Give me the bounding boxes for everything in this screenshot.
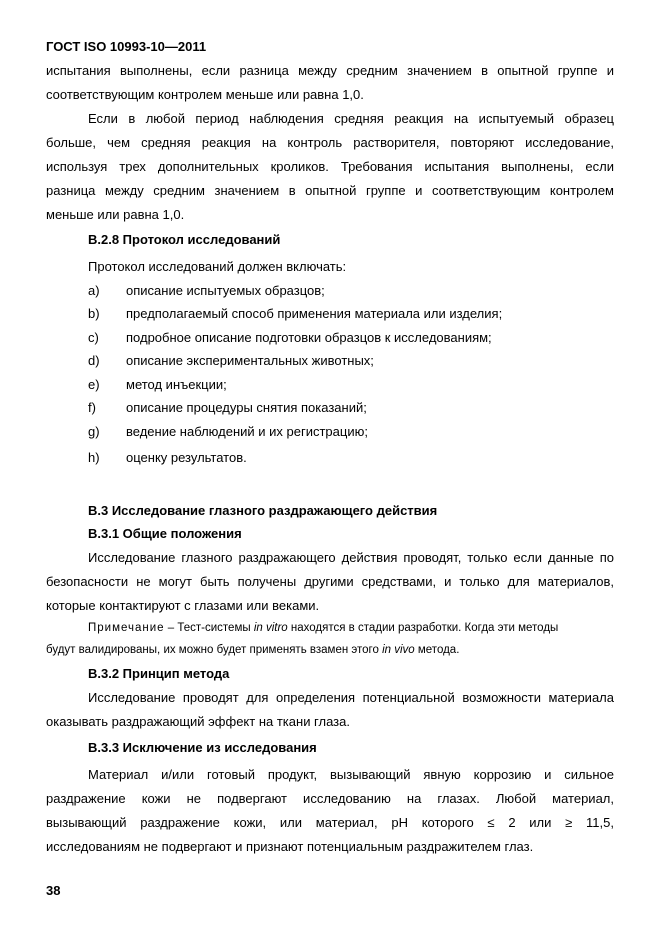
- b33-line-2: раздражение кожи не подвергают исследованию на глазах. Любой материал,: [46, 791, 614, 806]
- list-item-letter: е): [88, 377, 100, 392]
- note-rest-1: находятся в стадии разработки. Когда эти методы: [287, 622, 559, 634]
- section-b28-title: B.2.8 Протокол исследований: [88, 232, 281, 247]
- list-item-letter: b): [88, 306, 100, 321]
- list-item-text: ведение наблюдений и их регистрацию;: [126, 424, 368, 439]
- list-item-text: описание испытуемых образцов;: [126, 283, 325, 298]
- b33-line-3: вызывающий раздражение кожи, или материал, pH которого ≤ 2 или ≥ 11,5,: [46, 815, 614, 830]
- b31-line-3: которые контактируют с глазами или веками.: [46, 598, 320, 613]
- list-item-text: оценку результатов.: [126, 450, 247, 465]
- note-italic-1: in vitro: [253, 622, 288, 634]
- para1-line-2: соответствующим контролем меньше или равна 1,0.: [46, 87, 364, 102]
- note-dash: – Тест-системы: [164, 622, 254, 634]
- list-item-text: метод инъекции;: [126, 377, 227, 392]
- section-b33-title: B.3.3 Исключение из исследования: [88, 740, 317, 755]
- para2-line-4: разница между средним значением в опытной группе и соответствующим контролем: [46, 183, 614, 198]
- note-line-2b: метода.: [414, 644, 460, 656]
- section-b32-title: B.3.2 Принцип метода: [88, 666, 230, 681]
- standard-header: ГОСТ ISO 10993-10—2011: [46, 39, 207, 54]
- note-line-1: [88, 620, 558, 636]
- para2-line-5: меньше или равна 1,0.: [46, 207, 185, 222]
- b31-line-2: безопасности не могут быть получены другими средствами, и только для материалов,: [46, 574, 614, 589]
- section-b3-title: B.3 Исследование глазного раздражающего действия: [88, 503, 438, 518]
- list-item-letter: h): [88, 450, 100, 465]
- b32-line-2: оказывать раздражающий эффект на ткани глаза.: [46, 714, 350, 729]
- list-item-letter: g): [88, 424, 100, 439]
- note-line-2a: будут валидированы, их можно будет применять взамен этого: [46, 644, 383, 656]
- b31-line-1: Исследование глазного раздражающего действия проводят, только если данные по: [88, 550, 614, 565]
- section-b31-title: B.3.1 Общие положения: [88, 526, 242, 541]
- para1-line-1: испытания выполнены, если разница между средним значением в опытной группе и: [46, 63, 614, 78]
- b33-line-1: Материал и/или готовый продукт, вызывающий явную коррозию и сильное: [88, 767, 614, 782]
- list-item-letter: d): [88, 353, 100, 368]
- list-item-text: описание экспериментальных животных;: [126, 353, 374, 368]
- page-number: 38: [46, 883, 61, 898]
- list-item-letter: а): [88, 283, 100, 298]
- note-italic-2: in vivo: [382, 644, 415, 656]
- para2-line-3: используя трех дополнительных кроликов. Требования испытания выполнены, если: [46, 159, 614, 174]
- list-item-letter: f): [88, 400, 96, 415]
- list-item-letter: с): [88, 330, 99, 345]
- para2-line-1: Если в любой период наблюдения средняя реакция на испытуемый образец: [88, 111, 614, 126]
- section-b28-intro: Протокол исследований должен включать:: [88, 259, 347, 274]
- b33-line-4: исследованиям не подвергают и признают потенциальным раздражителем глаз.: [46, 839, 534, 854]
- para2-line-2: больше, чем средняя реакция на контроль растворителя, повторяют исследование,: [46, 135, 614, 150]
- list-item-text: подробное описание подготовки образцов к исследованиям;: [126, 330, 492, 345]
- b32-line-1: Исследование проводят для определения потенциальной возможности материала: [88, 690, 614, 705]
- note-line-2: [46, 642, 459, 658]
- note-label: Примечание: [88, 622, 165, 634]
- list-item-text: описание процедуры снятия показаний;: [126, 400, 367, 415]
- list-item-text: предполагаемый способ применения материала или изделия;: [126, 306, 503, 321]
